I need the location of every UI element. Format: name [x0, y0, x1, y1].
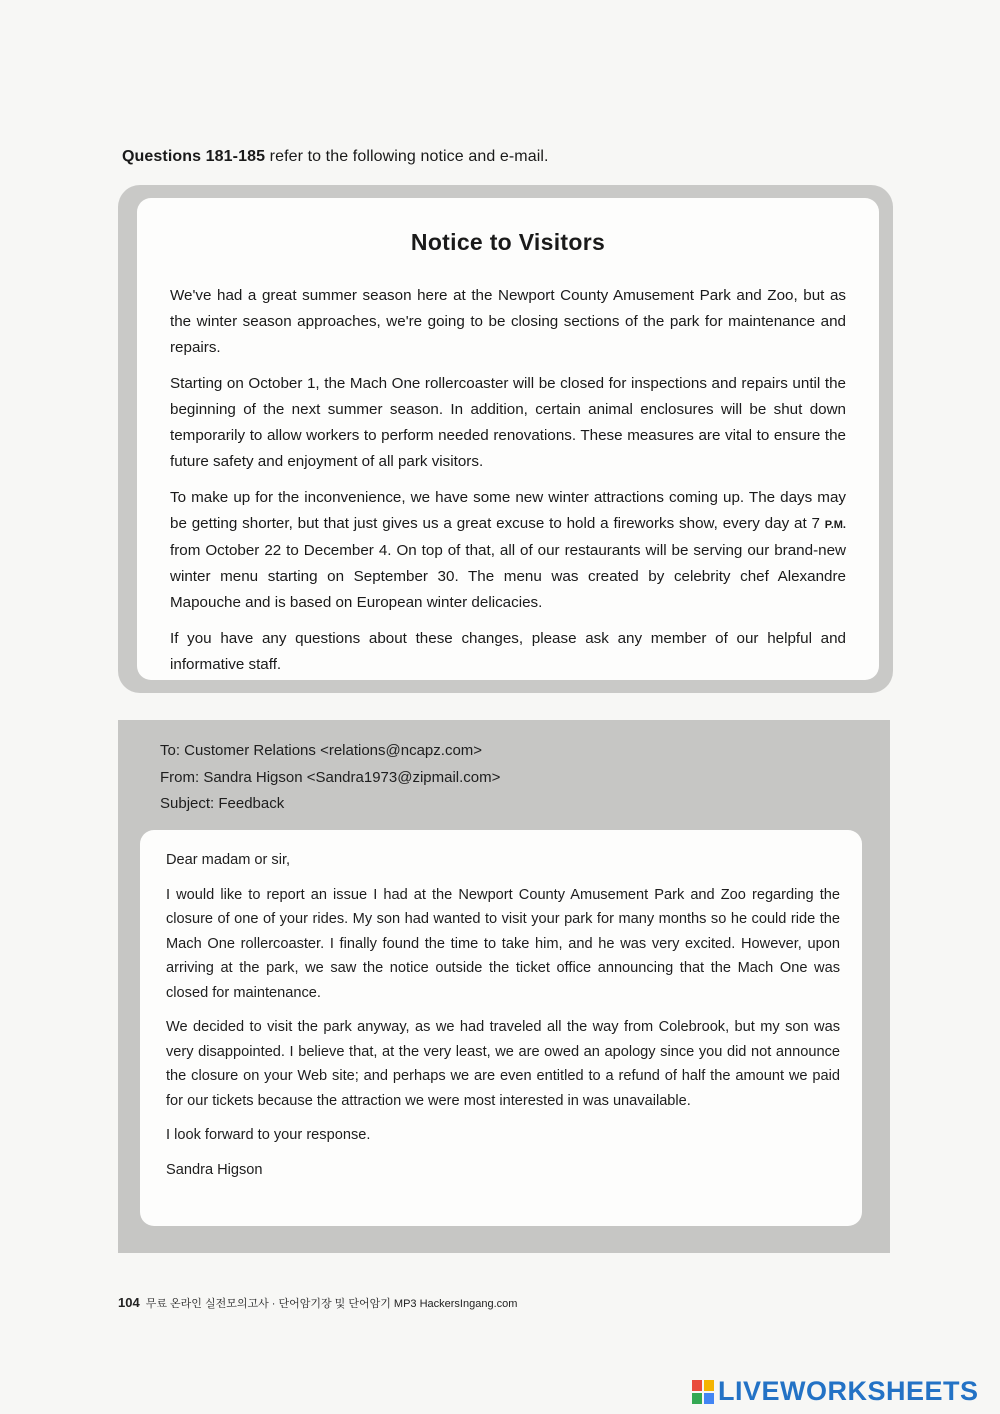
footer-text: 무료 온라인 실전모의고사 · 단어암기장 및 단어암기 MP3 HackersIngang.com [145, 1298, 518, 1310]
notice-paragraph-4: If you have any questions about these changes, please ask any member of our helpful and informative staff. [170, 630, 846, 673]
email-signature: Sandra Higson [166, 1161, 263, 1178]
email-paragraph-2: We decided to visit the park anyway, as we had traveled all the way from Colebrook, but my son was very disappointed. I believe that, at the very least, we are owed an apology since you did not announce the closure on your Web site; and perhaps we are even entitled to a refund of half the amount we paid for our tickets because the attraction we were most interested in was unavailable. [166, 1019, 840, 1109]
notice-body [170, 283, 846, 688]
email-subject: Subject: Feedback [160, 795, 285, 812]
questions-intro-text: refer to the following notice and e-mail. [265, 148, 549, 165]
questions-range: Questions 181-185 [122, 148, 266, 165]
email-paragraph-3: I look forward to your response. [166, 1127, 371, 1143]
notice-paragraph-3 [170, 485, 846, 616]
email-body [166, 848, 840, 1192]
email-header [160, 738, 500, 818]
email-to: To: Customer Relations <relations@ncapz.com> [160, 742, 483, 759]
logo-square-blue [704, 1393, 714, 1404]
notice-paragraph-1: We've had a great summer season here at the Newport County Amusement Park and Zoo, but as the winter season approaches, we're going to be closing sections of the park for maintenance and repairs. [170, 287, 846, 356]
notice-title: Notice to Visitors [410, 229, 606, 255]
email-paragraph-1: I would like to report an issue I had at the Newport County Amusement Park and Zoo regarding the closure of one of your rides. My son had wanted to visit your park for many months so he could ride the Mach One rollercoaster. I finally found the time to take him, and he was very excited. However, upon arriving at the park, we saw the notice outside the ticket office announcing that the Mach One was closed for maintenance. [166, 886, 840, 1001]
page-number: 104 [118, 1295, 140, 1310]
notice-paragraph-3-end: from October 22 to December 4. On top of that, all of our restaurants will be serving our brand-new winter menu starting on September 30. The menu was created by celebrity chef Alexandre Mapouche and is based on European winter delicacies. [170, 542, 846, 611]
email-from: From: Sandra Higson <Sandra1973@zipmail.com> [160, 768, 501, 786]
notice-paragraph-3-start: To make up for the inconvenience, we have some new winter attractions coming up. The days may be getting shorter, but that just gives us a great excuse to hold a fireworks show, every day at 7 [170, 489, 846, 532]
page-footer [118, 1295, 517, 1311]
liveworksheets-logo-icon [692, 1380, 714, 1404]
questions-intro [122, 148, 549, 166]
brand-name: LIVEWORKSHEETS [718, 1376, 979, 1406]
logo-square-red [692, 1380, 702, 1391]
notice-pm: P.M. [824, 519, 846, 531]
liveworksheets-brand[interactable] [692, 1376, 979, 1407]
logo-square-yellow [704, 1380, 714, 1391]
logo-square-green [692, 1393, 702, 1404]
notice-paragraph-2: Starting on October 1, the Mach One rollercoaster will be closed for inspections and repairs until the beginning of the next summer season. In addition, certain animal enclosures will be shut down temporarily to allow workers to perform needed renovations. These measures are vital to ensure the future safety and enjoyment of all park visitors. [170, 375, 846, 470]
email-greeting: Dear madam or sir, [166, 852, 291, 868]
